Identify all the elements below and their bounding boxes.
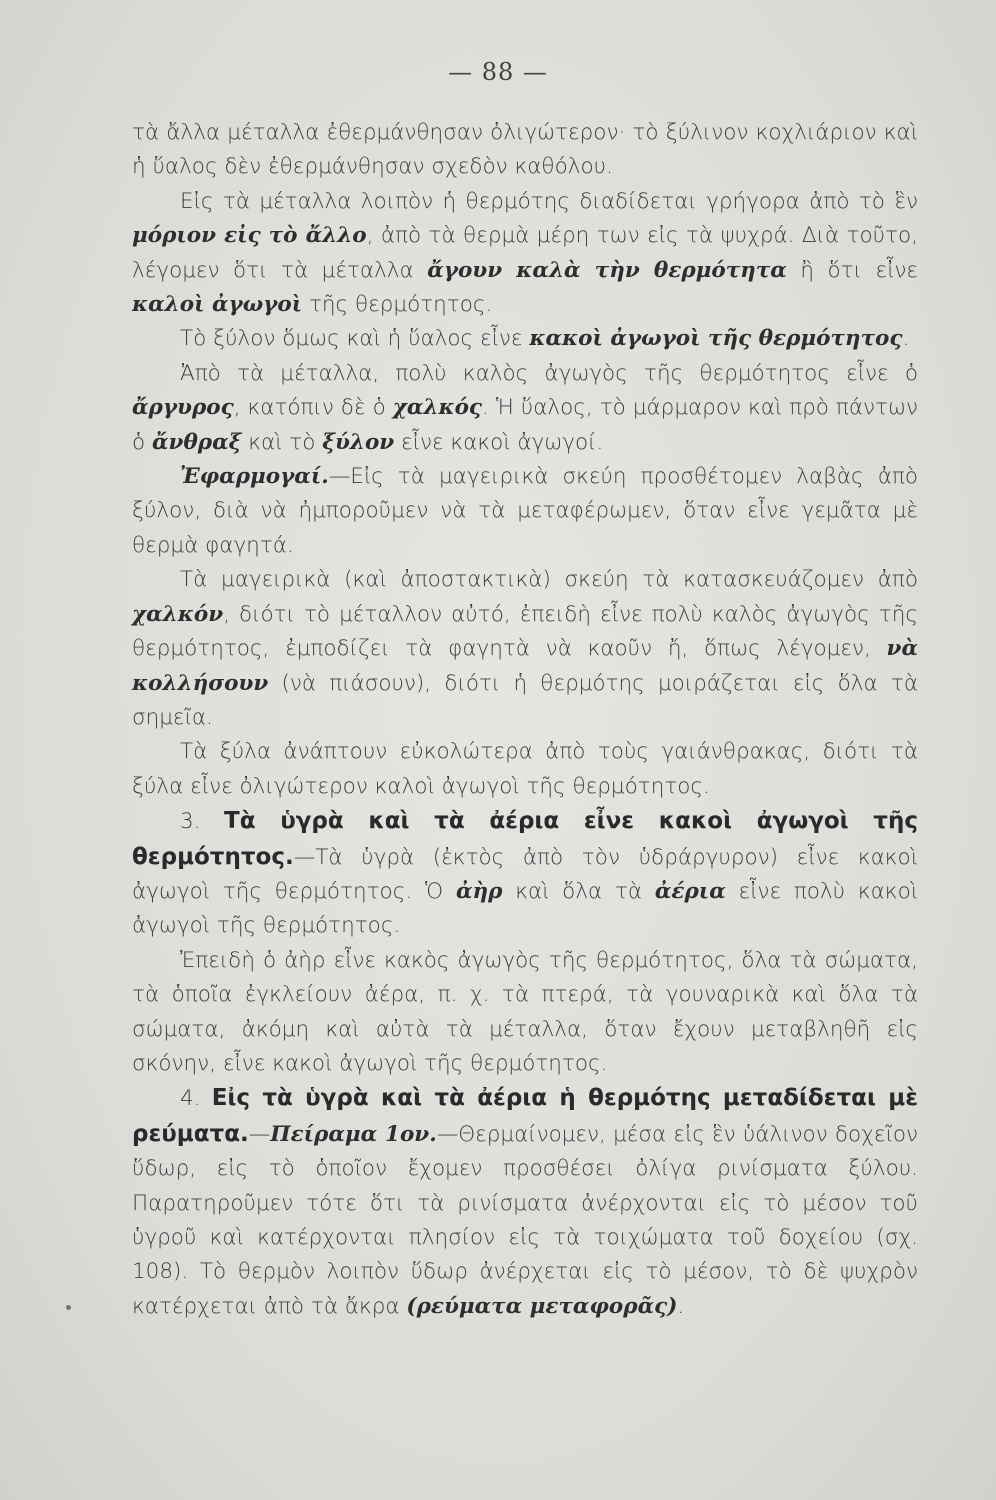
paragraph-10 [132,1081,918,1324]
text-run: —Τὰ ὑγρὰ (ἐκτὸς ἀπὸ τὸν ὑδράργυρον) εἶνε κακοὶ ἀγωγοὶ τῆς θερμότητος. Ὁ [132,844,918,904]
emphasis: χαλκόν [132,601,224,627]
paragraph-6 [132,563,918,735]
text-run: , ἀπὸ τὰ θερμὰ μέρη των εἰς τὰ ψυχρά. Διὰ τοῦτο, λέγομεν ὅτι τὰ μέταλλα [132,223,918,283]
paragraph-1: τὰ ἄλλα μέταλλα ἐθερμάνθησαν ὀλιγώτερον· τὸ ξύλινον κοχλιάριον καὶ ἡ ὕαλος δὲν ἐθερμάνθησαν σχεδὸν καθόλου. [132,120,918,180]
text-run: τῆς θερμότητος. [302,292,493,318]
text-run: . [677,1293,685,1319]
section-heading: Τὰ ὑγρὰ καὶ τὰ ἀέρια εἶνε κακοὶ ἀγωγοὶ τῆς θερμότητος. [132,808,918,870]
text-run: Τὰ μαγειρικὰ (καὶ ἀποστακτικὰ) σκεύη τὰ κατασκευάζομεν ἀπὸ [180,567,918,593]
page-text [132,116,918,1324]
text-run: εἶνε κακοὶ ἀγωγοί. [394,429,604,455]
emphasis: ἀέρια [654,878,726,904]
paragraph-4 [132,357,918,460]
emphasis: ἄνθραξ [152,429,242,455]
emphasis: ἄγουν καλὰ τὴν θερμότητα [427,257,787,283]
paragraph-2 [132,185,918,323]
emphasis: ἄργυρος [132,395,234,421]
text-run: , διότι τὸ μέταλλον αὐτό, ἐπειδὴ εἶνε πολὺ καλὸς ἀγωγὸς τῆς θερμότητος, ἐμποδίζει τὰ φαγητὰ νὰ καοῦν ἤ, ὅπως λέγομεν, [132,601,918,662]
text-run: —Εἰς τὰ μαγειρικὰ σκεύη προσθέτομεν λαβὰς ἀπὸ ξύλον, διὰ νὰ ἠμποροῦμεν νὰ τὰ μεταφέρωμεν, ὅταν εἶνε γεμᾶτα μὲ θερμὰ φαγητά. [132,464,918,558]
paragraph-3 [132,322,918,356]
paragraph-7: Τὰ ξύλα ἀνάπτουν εὐκολώτερα ἀπὸ τοὺς γαιάνθρακας, διότι τὰ ξύλα εἶνε ὀλιγώτερον καλοὶ ἀγωγοὶ τῆς θερμότητος. [132,739,918,799]
text-run: (νὰ πιάσουν), διότι ἡ θερμότης μοιράζεται εἰς ὅλα τὰ σημεῖα. [132,670,918,730]
text-run: . [902,326,910,352]
paragraph-8 [132,804,918,944]
text-run: ἢ ὅτι εἶνε [786,257,918,283]
emphasis: χαλκός [392,395,483,421]
emphasis: νὰ κολλήσουν [132,636,918,696]
text-run: . Ἡ ὕαλος, τὸ μάρμαρον καὶ πρὸ πάντων ὁ [132,395,918,455]
paragraph-9: Ἐπειδὴ ὁ ἀὴρ εἶνε κακὸς ἀγωγὸς τῆς θερμότητος, ὅλα τὰ σώματα, τὰ ὁποῖα ἐγκλείουν ἀέρα, π. χ. τὰ πτερά, τὰ γουναρικὰ καὶ ὅλα τὰ σώματα, ἀκόμη καὶ αὐτὰ τὰ μέταλλα, ὅταν ἔχουν μεταβληθῆ εἰς σκόνην, εἶνε κακοὶ ἀγωγοὶ τῆς θερμότητος. [132,947,918,1076]
emphasis: μόριον εἰς τὸ ἄλλο [132,223,367,249]
ink-speck [66,1305,71,1310]
emphasis: ἀὴρ [455,878,503,904]
emphasis: κακοὶ ἀγωγοὶ τῆς θερμότητος [529,326,903,352]
page-number: — 88 — [448,58,548,86]
experiment-label: Πείραμα 1ον. [270,1121,437,1147]
text-run: καὶ ὅλα τὰ [502,878,655,904]
subheading: Ἐφαρμογαί. [180,464,329,490]
emphasis: (ρεύματα μεταφορᾶς) [406,1293,678,1319]
emphasis: ξύλον [322,429,395,455]
text-run: Ἀπὸ τὰ μέταλλα, πολὺ καλὸς ἀγωγὸς τῆς θερμότητος εἶνε ὁ [180,360,918,386]
section-number: 4. [180,1086,212,1112]
text-run: καὶ τὸ [241,429,323,455]
text-run: —Θερμαίνομεν, μέσα εἰς ἓν ὑάλινον δοχεῖον ὕδωρ, εἰς τὸ ὁποῖον ἔχομεν προσθέσει ὀλίγα ρινίσματα ξύλου. Παρατηροῦμεν τότε ὅτι τὰ ρινίσματα ἀνέρχονται εἰς τὸ μέσον τοῦ ὑγροῦ καὶ κατέρχονται πλησίον εἰς τὰ τοιχώματα τοῦ δοχείου (σχ. 108). Τὸ θερμὸν λοιπὸν ὕδωρ ἀνέρχεται εἰς τὸ μέσον, τὸ δὲ ψυχρὸν κατέρχεται ἀπὸ τὰ ἄκρα [132,1121,918,1319]
paragraph-5 [132,460,918,563]
text-run: εἶνε πολὺ κακοὶ ἀγωγοὶ τῆς θερμότητος. [132,878,918,939]
text-run: , κατόπιν δὲ ὁ [233,395,393,421]
text-run: Εἰς τὰ μέταλλα λοιπὸν ἡ θερμότης διαδίδεται γρήγορα ἀπὸ τὸ ἓν [180,188,918,214]
emphasis: καλοὶ ἀγωγοὶ [132,292,303,318]
section-heading: Εἰς τὰ ὑγρὰ καὶ τὰ ἀέρια ἡ θερμότης μεταδίδεται μὲ ρεύματα. [132,1085,918,1147]
text-run: — [248,1121,271,1147]
section-number: 3. [180,809,225,835]
text-run: Τὸ ξύλον ὅμως καὶ ἡ ὕαλος εἶνε [180,326,530,352]
